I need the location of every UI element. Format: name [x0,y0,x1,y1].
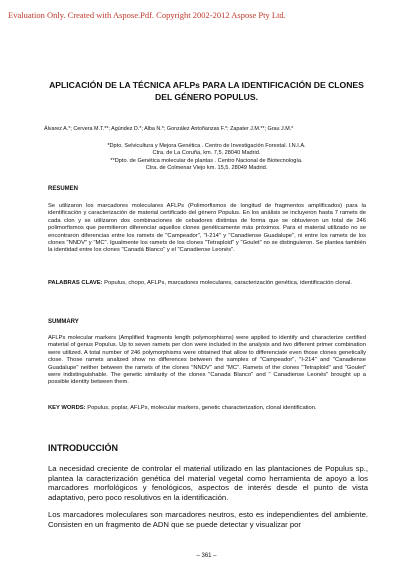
watermark: Evaluation Only. Created with Aspose.Pdf. Copyright 2002-2012 Aspose Pty Ltd. [8,10,286,20]
authors: Álvarez A.*; Cervera M.T.**; Agúndez D.*; Alba N.*; González Antoñanzas F.*; Zapater J.M.**; Grau J.M.* [44,126,294,132]
palabras-clave-label: PALABRAS CLAVE: [48,280,103,286]
title-line-2: DEL GÉNERO POPULUS. [155,91,258,102]
resumen-heading: RESUMEN [48,186,79,192]
affiliation-1-line-2: Ctra. de La Coruña, km. 7,5. 28040 Madrid. [152,150,261,157]
summary-heading: SUMMARY [48,319,79,325]
resumen-text: Se utilizaron los marcadores moleculares AFLPs (Polimorfismos de longitud de fragmentos amplificados) para la identificación y caracterización de material certificado del género Populus. En los análisis se incluyeron hasta 7 ramets de cada clon y se utilizaron dos combinaciones de cebadores distintas de forma que se obtuvieron un total de 246 polimorfismos que permitieron diferenciar aquellos clones genéticamente más próximos. Para el material utilizado no se encontraron diferencias entre los ramets de "Campeador", "I-214" y "Canadiense Guadalupe", ni entre los ramets de los clones "NNDV" y "MC". Igualmente los ramets de los clones "Tetraploid" y "Goulet" no se distinguieron. Se plantea también la identidad entre los clones "Canadá Blanco" y el "Canadiense Leonés". [48,203,366,254]
affiliation-1 [30,143,383,158]
intro-paragraph-1: La necesidad creciente de controlar el material utilizado en las plantaciones de Populus sp., plantea la caracterización genética del material vegetal como herramienta de apoyo a los marcadores morfológicos y fenológicos, aspectos de interés desde el punto de vista adaptativo, pero poco resolutivos en la identificación. [48,464,368,502]
palabras-clave [48,280,366,287]
page-number: – 361 – [196,553,217,559]
affiliation-2-line-2: Ctra. de Colmenar Viejo km. 15,5. 28049 Madrid. [145,165,268,172]
key-words-label: KEY WORDS: [48,405,86,411]
key-words-value: Populus, poplar, AFLPs, molecular markers, genetic characterization, clonal identification. [87,405,317,411]
affiliation-2 [30,158,383,173]
affiliation-2-line-1: **Dpto. de Genética molecular de plantas . Centro Nacional de Biotecnología. [110,158,303,164]
palabras-clave-value: Populus, chopo, AFLPs, marcadores moleculares, caracterización genética, identificación clonal. [104,280,352,286]
title-line-1: APLICACIÓN DE LA TÉCNICA AFLPs PARA LA IDENTIFICACIÓN DE CLONES [49,80,364,90]
affiliation-1-line-1: *Dpto. Selvicultura y Mejora Genética . Centro de Investigación Forestal. I.N.I.A. [107,143,306,149]
intro-paragraph-2: Los marcadores moleculares son marcadores neutros, esto es independientes del ambiente. Consisten en un fragmento de ADN que se puede detectar y visualizar por [48,510,368,529]
paper-title [20,80,393,103]
summary-text: AFLPs molecular markers (Amplified fragments length polymorphisms) were applied to identify and characterize certified material of genus Populus. Up to seven ramets per clon were included in the analysis and two different primer combination were utilized. A total number of 246 polymorphisms were obtained that allow to differenciate even those clones genetically close. Those ramets analized show no differences between the samples of "Campeador", "I-214" and "Canadiense Guadalupe" neither between the ramets of the clones "NNDV" and "MC". Ramets of the clones "Tetraploid" and "Goulet" were indistinguishable. The genetic similarity of the clones "Canada Blanco" and " Canadiense Leonés" brought up a possible identity between them. [48,335,366,386]
introduccion-heading: INTRODUCCIÓN [48,443,118,453]
key-words [48,405,366,412]
